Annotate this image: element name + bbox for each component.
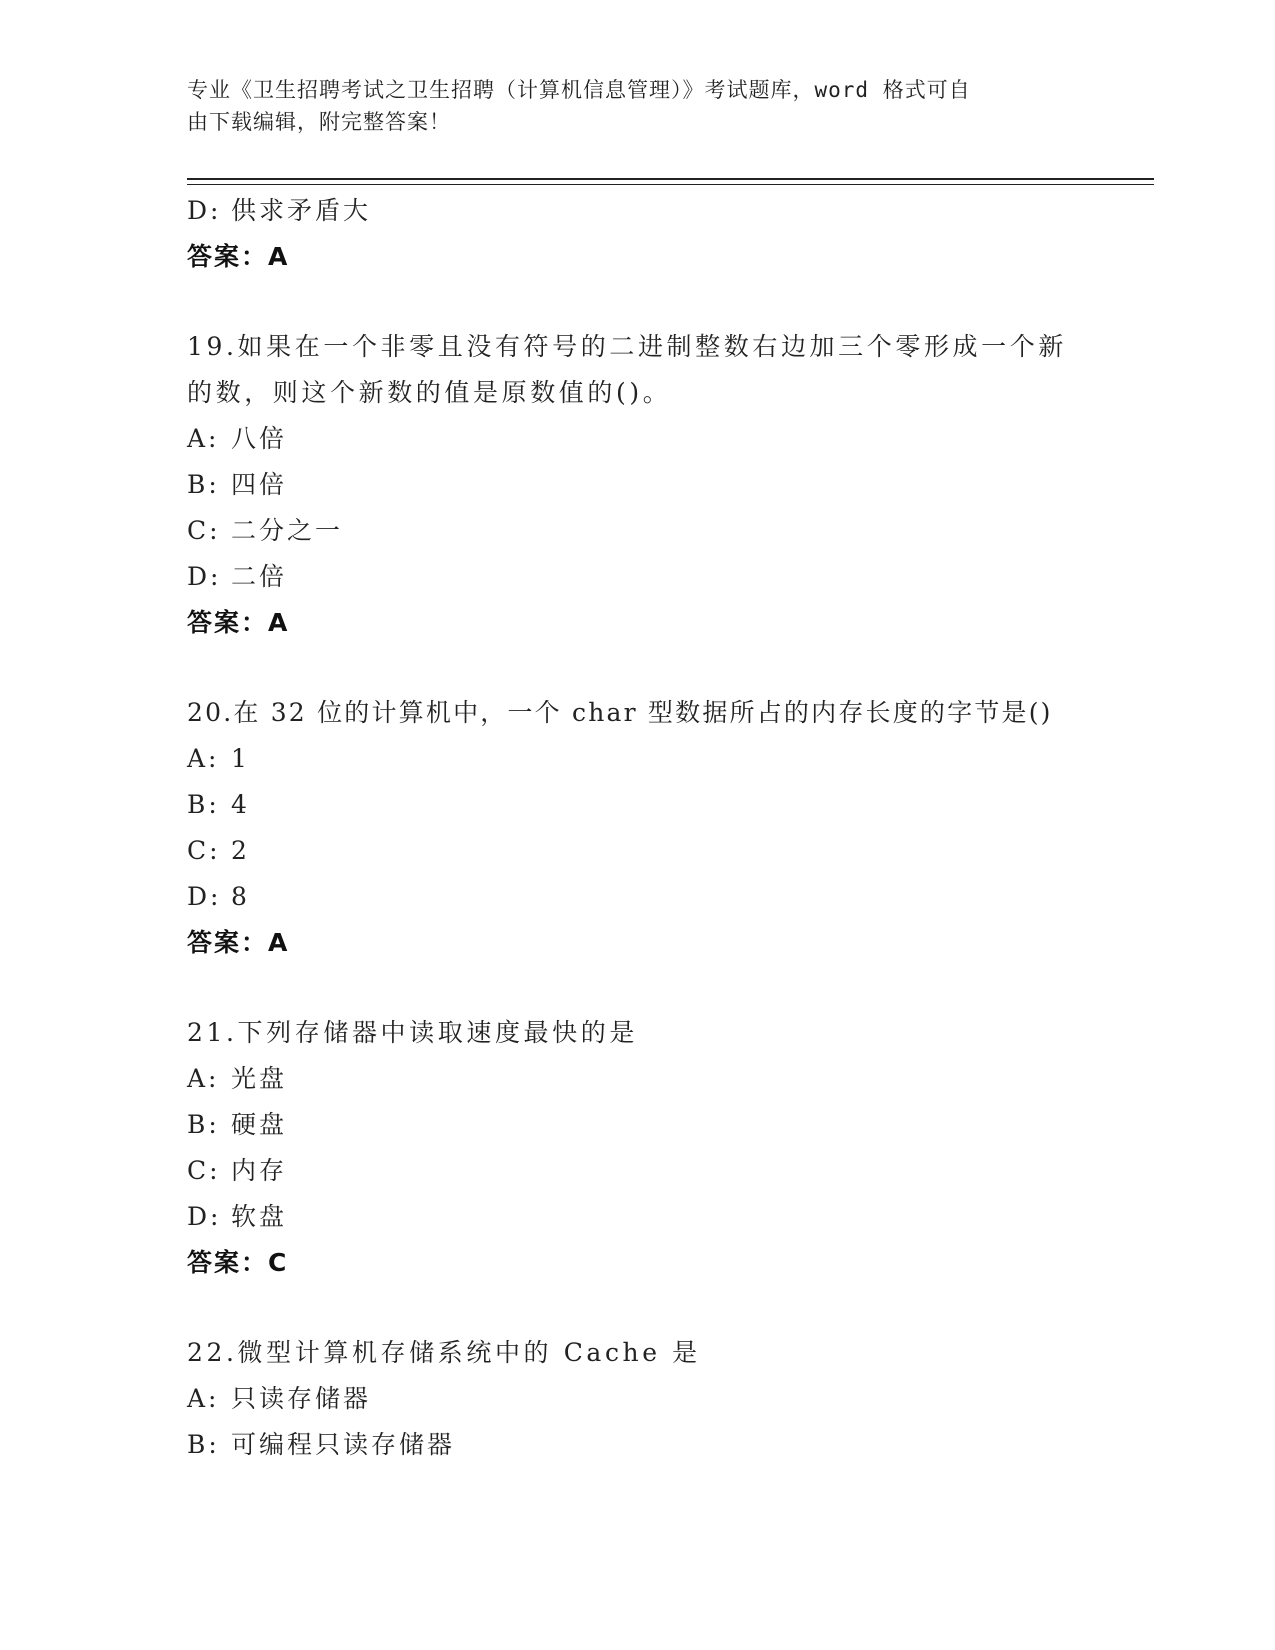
- option-text: 4: [231, 790, 250, 819]
- option-label: D:: [187, 196, 222, 225]
- option-label: B:: [187, 1110, 220, 1139]
- question-stem-line: 的数，则这个新数的值是原数值的()。: [187, 378, 672, 407]
- option-text: 硬盘: [231, 1110, 288, 1139]
- answer-line: 答案：A: [187, 928, 290, 957]
- option-text: 八倍: [231, 424, 288, 453]
- option-b: [187, 1422, 1087, 1468]
- option-b: [187, 1102, 1087, 1148]
- header-divider-thick: [187, 178, 1154, 180]
- spacer: [187, 966, 1087, 1010]
- option-text: 四倍: [231, 470, 288, 499]
- option-text: 可编程只读存储器: [231, 1430, 456, 1459]
- answer-line: 答案：A: [187, 608, 290, 637]
- option-text: 8: [231, 882, 250, 911]
- option-label: C:: [187, 1156, 221, 1185]
- option-a: [187, 1376, 1087, 1422]
- option-d: [187, 1194, 1087, 1240]
- option-text: 1: [231, 744, 250, 773]
- option-text: 内存: [231, 1156, 288, 1185]
- option-d: [187, 188, 1087, 234]
- spacer: [187, 1286, 1087, 1330]
- option-a: [187, 1056, 1087, 1102]
- option-label: D:: [187, 882, 222, 911]
- option-d: [187, 874, 1087, 920]
- option-label: A:: [187, 1064, 220, 1093]
- spacer: [187, 646, 1087, 690]
- option-label: B:: [187, 790, 220, 819]
- option-label: C:: [187, 516, 221, 545]
- question-stem-line: 19.如果在一个非零且没有符号的二进制整数右边加三个零形成一个新: [187, 332, 1067, 361]
- option-text: 软盘: [231, 1202, 288, 1231]
- option-c: [187, 1148, 1087, 1194]
- answer-line: 答案：A: [187, 242, 290, 271]
- option-text: 2: [231, 836, 250, 865]
- option-d: [187, 554, 1087, 600]
- option-b: [187, 782, 1087, 828]
- option-text: 二倍: [231, 562, 288, 591]
- option-label: A:: [187, 1384, 220, 1413]
- question-stem-line: 20.在 32 位的计算机中，一个 char 型数据所占的内存长度的字节是(): [187, 698, 1053, 727]
- option-label: C:: [187, 836, 221, 865]
- option-label: B:: [187, 470, 220, 499]
- question-21: [187, 1010, 1087, 1286]
- question-stem-line: 21.下列存储器中读取速度最快的是: [187, 1018, 638, 1047]
- question-20: [187, 690, 1087, 966]
- option-c: [187, 508, 1087, 554]
- header-line-2: 由下载编辑，附完整答案！: [187, 110, 451, 134]
- option-a: [187, 736, 1087, 782]
- document-header: [187, 74, 1067, 138]
- option-label: D:: [187, 1202, 222, 1231]
- question-stem-line: 22.微型计算机存储系统中的 Cache 是: [187, 1338, 701, 1367]
- option-a: [187, 416, 1087, 462]
- option-text: 二分之一: [231, 516, 344, 545]
- option-label: D:: [187, 562, 222, 591]
- option-text: 只读存储器: [231, 1384, 372, 1413]
- option-text: 光盘: [231, 1064, 288, 1093]
- answer-line: 答案：C: [187, 1248, 289, 1277]
- option-label: B:: [187, 1430, 220, 1459]
- question-22: [187, 1330, 1087, 1468]
- option-label: A:: [187, 424, 220, 453]
- option-c: [187, 828, 1087, 874]
- header-divider-thin: [187, 184, 1154, 185]
- option-label: A:: [187, 744, 220, 773]
- question-19: [187, 324, 1087, 646]
- header-line-1: 专业《卫生招聘考试之卫生招聘（计算机信息管理）》考试题库，word 格式可自: [187, 78, 971, 102]
- question-list: [187, 188, 1087, 1468]
- spacer: [187, 280, 1087, 324]
- option-b: [187, 462, 1087, 508]
- option-text: 供求矛盾大: [231, 196, 372, 225]
